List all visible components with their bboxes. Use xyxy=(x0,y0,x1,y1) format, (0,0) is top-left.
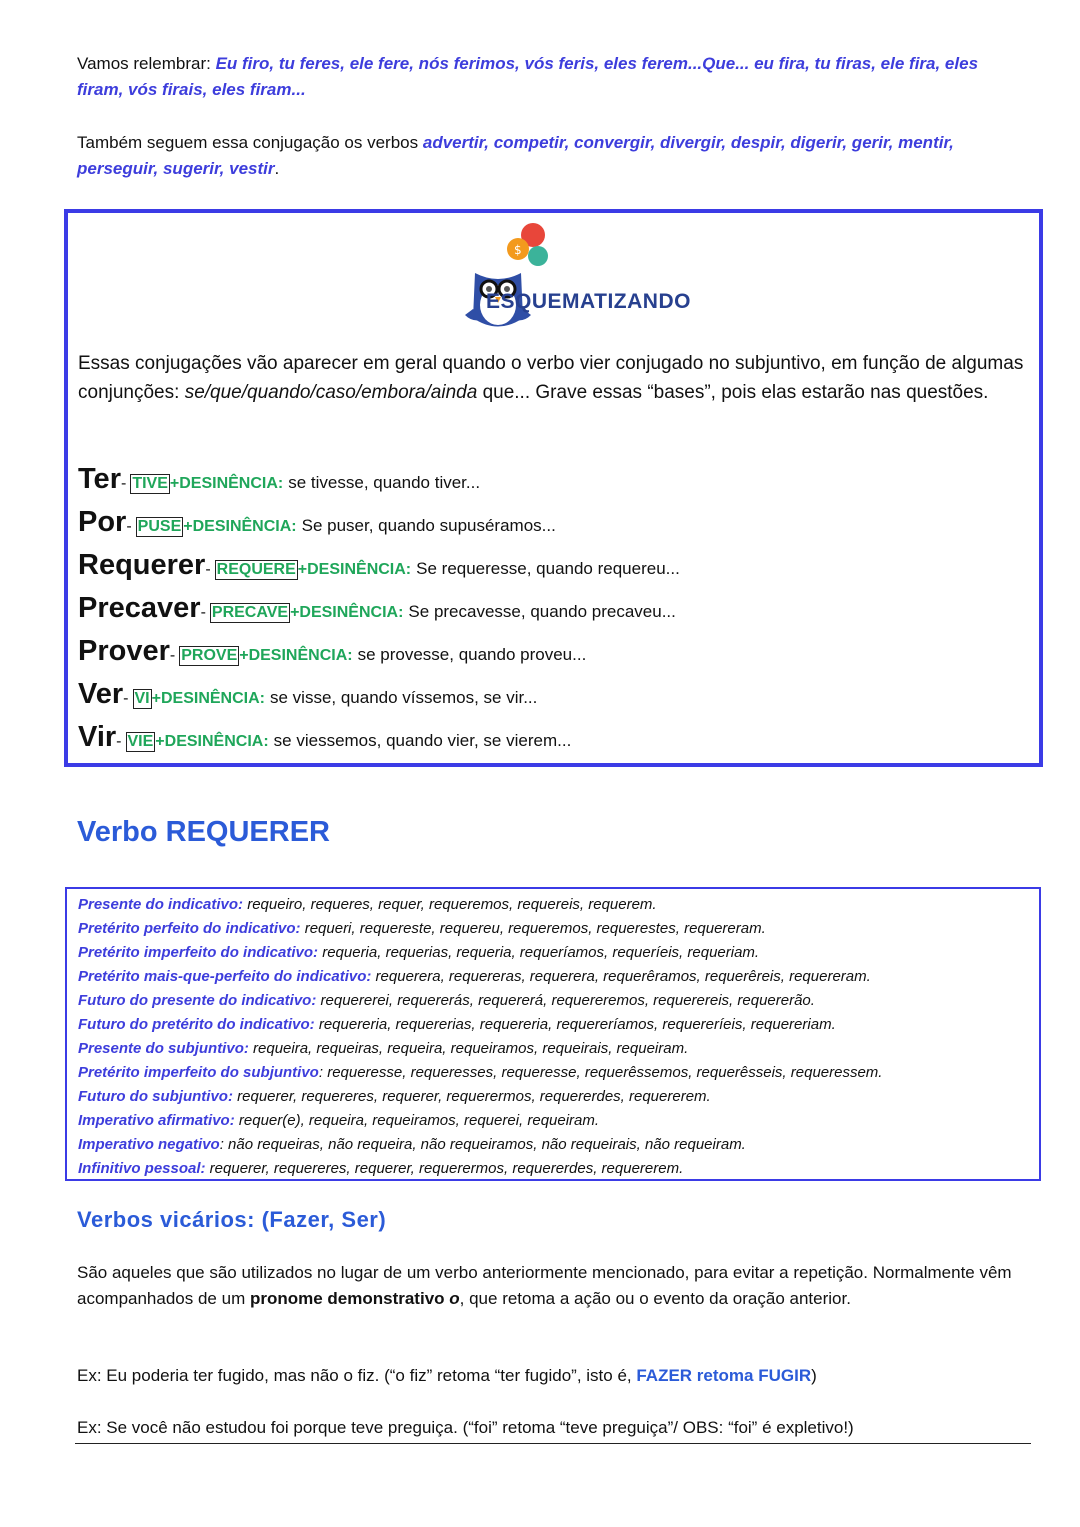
example: se visse, quando víssemos, se vir... xyxy=(269,688,538,707)
svg-text:$: $ xyxy=(514,243,522,257)
bases-list xyxy=(78,463,680,764)
tense-forms: requeira, requeiras, requeira, requeiramos, requeirais, requeiram. xyxy=(248,1040,689,1057)
base-row xyxy=(78,549,680,592)
desinencia: +DESINÊNCIA: xyxy=(169,475,284,492)
tense-forms: requereria, requererias, requereria, requereríamos, requereríeis, requereriam. xyxy=(314,1016,836,1033)
ex1-highlight: FAZER retoma FUGIR xyxy=(636,1366,812,1385)
also-paragraph xyxy=(77,130,1027,182)
tense-label: Imperativo negativo xyxy=(78,1136,220,1153)
stem-box: TIVE xyxy=(132,475,168,492)
tense-row xyxy=(78,965,882,989)
tense-forms: requererei, requererás, requererá, requereremos, requerereis, requererão. xyxy=(316,992,815,1009)
vicarios-heading: Verbos vicários: (Fazer, Ser) xyxy=(77,1207,387,1232)
verb: Ter xyxy=(78,463,121,495)
tense-row xyxy=(78,1085,882,1109)
tense-row xyxy=(78,1013,882,1037)
tense-forms: requerera, requereras, requerera, requerêramos, requerêreis, requereram. xyxy=(371,968,871,985)
def-text: São aqueles que são utilizados no lugar de um verbo anteriormente mencionado, para evitar a repetição. Normalmente vêm acompanhados de um xyxy=(77,1263,1012,1308)
example: Se precavesse, quando precaveu... xyxy=(408,602,676,621)
recap-lead: Vamos relembrar: xyxy=(77,54,216,73)
verb: Precaver xyxy=(78,592,201,624)
tense-label: Imperativo afirmativo: xyxy=(78,1112,235,1129)
example: se viessemos, quando vier, se vierem... xyxy=(273,731,572,750)
base-row xyxy=(78,506,680,549)
tense-row xyxy=(78,1157,882,1181)
example: se provesse, quando proveu... xyxy=(357,645,587,664)
tense-row xyxy=(78,893,882,917)
conjugation-table xyxy=(65,887,1041,1181)
dash: - xyxy=(200,604,206,621)
logo-text: ESQUEMATIZANDO xyxy=(486,290,691,313)
tense-label: Pretérito imperfeito do subjuntivo xyxy=(78,1064,319,1081)
stem-box: VI xyxy=(134,690,150,707)
dash: - xyxy=(126,518,132,535)
tense-label: Pretérito imperfeito do indicativo: xyxy=(78,944,319,961)
owl-logo-icon xyxy=(403,223,703,333)
stem-box: VIE xyxy=(127,733,154,750)
verb: Requerer xyxy=(78,549,206,581)
example: se tivesse, quando tiver... xyxy=(288,473,481,492)
stem-box: PRECAVE xyxy=(211,604,289,621)
tense-forms: : requeresse, requeresses, requeresse, requerêssemos, requerêsseis, requeressem. xyxy=(318,1064,883,1081)
tense-label: Pretérito perfeito do indicativo: xyxy=(78,920,301,937)
intro-text-end: que... Grave essas “bases”, pois elas estarão nas questões. xyxy=(477,382,989,403)
tense-row xyxy=(78,1037,882,1061)
example-2: Ex: Se você não estudou foi porque teve preguiça. (“foi” retoma “teve preguiça”/ OBS: “foi” é expletivo!) xyxy=(77,1418,854,1437)
desinencia: +DESINÊNCIA: xyxy=(155,733,269,750)
tense-label: Presente do indicativo: xyxy=(78,896,244,913)
verb: Por xyxy=(78,506,127,538)
tense-row xyxy=(78,1109,882,1133)
tense-row xyxy=(78,941,882,965)
tense-label: Infinitivo pessoal: xyxy=(78,1160,206,1177)
desinencia: +DESINÊNCIA: xyxy=(297,561,412,578)
desinencia: +DESINÊNCIA: xyxy=(151,690,265,707)
also-verbs: advertir, competir, convergir, divergir, despir, digerir, gerir, mentir, perseguir, sugerir, vestir xyxy=(77,133,954,178)
dash: - xyxy=(120,475,127,492)
box-intro xyxy=(78,349,1028,407)
tense-row xyxy=(78,989,882,1013)
stem-box: REQUERE xyxy=(216,561,296,578)
intro-text: Essas conjugações vão aparecer em geral quando o verbo vier conjugado no subjuntivo, em função de algumas conjunções: xyxy=(78,353,1024,403)
also-end: . xyxy=(274,159,280,178)
tense-forms: requeri, requereste, requereu, requeremos, requerestes, requereram. xyxy=(300,920,766,937)
tense-forms: requeiro, requeres, requer, requeremos, requereis, requerem. xyxy=(243,896,657,913)
def-pronoun: o xyxy=(449,1289,460,1308)
tense-label: Presente do subjuntivo: xyxy=(78,1040,249,1057)
tense-label: Futuro do presente do indicativo: xyxy=(78,992,317,1009)
dash: - xyxy=(116,733,122,750)
vicarios-definition xyxy=(77,1260,1027,1312)
example: Se puser, quando supuséramos... xyxy=(301,516,556,535)
base-row xyxy=(78,463,680,506)
conjugation-lines xyxy=(78,893,882,1181)
section-heading: Verbo REQUERER xyxy=(77,816,330,848)
verb: Ver xyxy=(78,678,124,710)
tense-row xyxy=(78,1061,882,1085)
verb: Vir xyxy=(78,721,117,753)
ex1-text: Ex: Eu poderia ter fugido, mas não o fiz. (“o fiz” retoma “ter fugido”, isto é, xyxy=(77,1366,637,1385)
tense-label: Futuro do pretérito do indicativo: xyxy=(78,1016,315,1033)
desinencia: +DESINÊNCIA: xyxy=(239,647,353,664)
dash: - xyxy=(123,690,129,707)
recap-paragraph xyxy=(77,51,1027,103)
dash: - xyxy=(205,561,211,578)
tense-forms: requeria, requerias, requeria, requeríamos, requeríeis, requeriam. xyxy=(318,944,760,961)
stem-box: PUSE xyxy=(137,518,182,535)
bases-box xyxy=(64,209,1043,767)
base-row xyxy=(78,721,680,764)
verb: Prover xyxy=(78,635,170,667)
dash: - xyxy=(169,647,176,664)
intro-conjunctions: se/que/quando/caso/embora/ainda xyxy=(184,382,478,403)
example: Se requeresse, quando requereu... xyxy=(416,559,680,578)
tense-label: Pretérito mais-que-perfeito do indicativo: xyxy=(78,968,372,985)
tense-forms: : não requeiras, não requeira, não requeiramos, não requeirais, não requeiram. xyxy=(219,1136,746,1153)
recap-forms: Eu firo, tu feres, ele fere, nós ferimos, vós feris, eles ferem...Que... eu fira, tu firas, ele fira, eles firam, vós firais, eles firam... xyxy=(77,54,979,99)
def-end: , que retoma a ação ou o evento da oração anterior. xyxy=(459,1289,851,1308)
tense-forms: requer(e), requeira, requeiramos, requerei, requeiram. xyxy=(234,1112,600,1129)
tense-forms: requerer, requereres, requerer, requerermos, requererdes, requererem. xyxy=(232,1088,711,1105)
tense-row xyxy=(78,917,882,941)
also-lead: Também seguem essa conjugação os verbos xyxy=(77,133,423,152)
tense-forms: requerer, requereres, requerer, requerermos, requererdes, requererem. xyxy=(205,1160,684,1177)
desinencia: +DESINÊNCIA: xyxy=(183,518,297,535)
tense-row xyxy=(78,1133,882,1157)
example-1 xyxy=(77,1363,1027,1389)
tense-label: Futuro do subjuntivo: xyxy=(78,1088,233,1105)
base-row xyxy=(78,635,680,678)
desinencia: +DESINÊNCIA: xyxy=(290,604,404,621)
base-row xyxy=(78,678,680,721)
ex1-end: ) xyxy=(811,1366,817,1385)
def-bold: pronome demonstrativo xyxy=(249,1289,450,1308)
stem-box: PROVE xyxy=(181,647,238,664)
base-row xyxy=(78,592,680,635)
divider xyxy=(75,1443,1031,1444)
